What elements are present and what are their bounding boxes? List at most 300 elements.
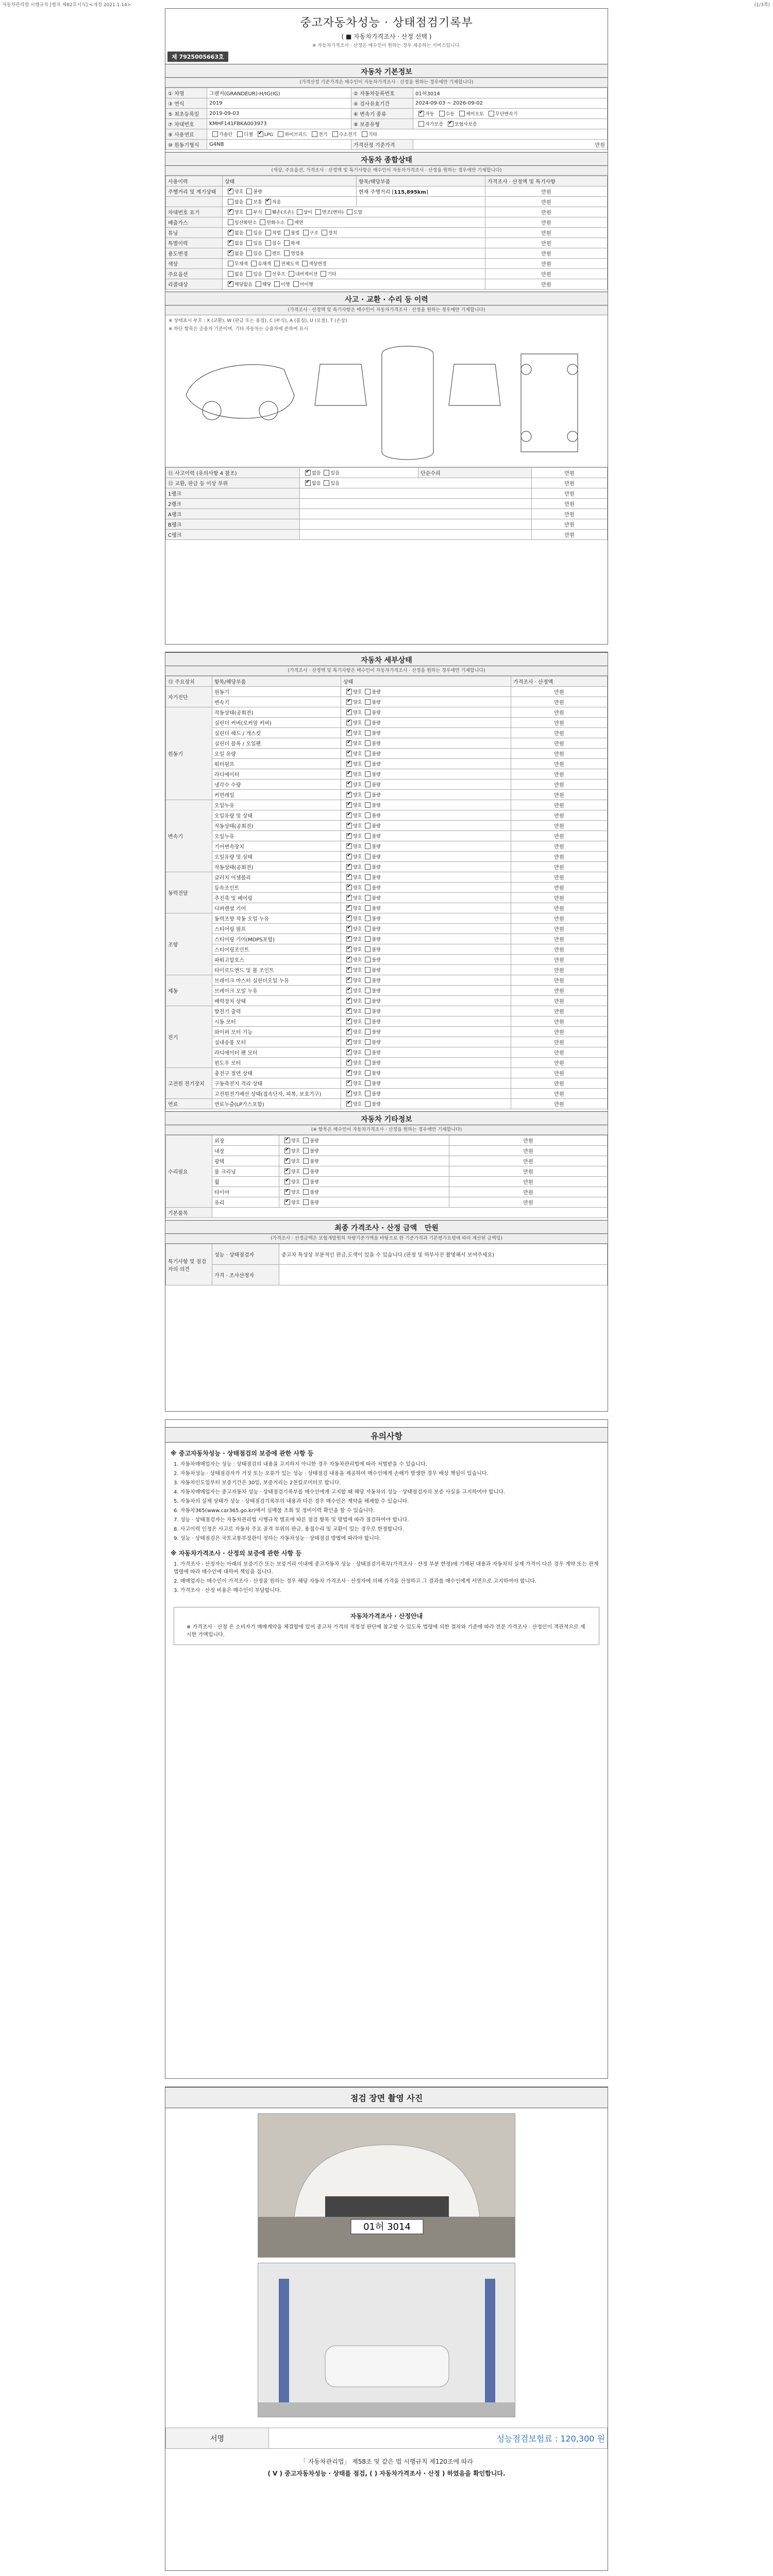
option-label: 없음: [312, 471, 321, 476]
detail-body: [166, 687, 608, 1109]
checkbox[interactable]: [346, 885, 352, 890]
checkbox[interactable]: [284, 1189, 290, 1195]
checkbox[interactable]: [288, 219, 293, 225]
option-label: 양호: [353, 1061, 362, 1066]
checkbox[interactable]: [365, 720, 371, 725]
checkbox[interactable]: [346, 843, 352, 849]
checkbox[interactable]: [365, 1080, 371, 1086]
option-label: 불량: [372, 1071, 381, 1076]
option-label: 양호: [234, 190, 244, 195]
checkbox[interactable]: [289, 271, 294, 277]
checkbox[interactable]: [303, 1158, 309, 1164]
checkbox[interactable]: [362, 131, 367, 137]
option-label: 양호: [353, 814, 362, 819]
checkbox[interactable]: [237, 131, 243, 137]
unit: 만원: [511, 1006, 608, 1016]
option-label: 양호: [353, 1020, 362, 1025]
checkbox[interactable]: [365, 792, 371, 798]
checkbox[interactable]: [346, 823, 352, 828]
page-subtitle-note: ※ 자동차가격조사 · 산정은 매수인이 원하는 경우 제공하는 서비스입니다.: [312, 43, 461, 48]
unit: 만원: [449, 1177, 608, 1187]
repair-label: 수리필요: [166, 1136, 212, 1208]
etc-body: [166, 1136, 608, 1218]
option-label: 해당: [262, 282, 272, 287]
warranty-label: ⑧ 보증유형: [351, 119, 413, 129]
checkbox[interactable]: [278, 131, 283, 137]
unit: 만원: [511, 883, 608, 893]
checkbox[interactable]: [346, 1049, 352, 1055]
checkbox[interactable]: [346, 1039, 352, 1045]
etc-row: [166, 1177, 608, 1187]
detail-state: [341, 1006, 511, 1016]
checkbox[interactable]: [265, 230, 271, 235]
checkbox[interactable]: [365, 977, 371, 983]
checkbox[interactable]: [346, 740, 352, 746]
unit: 만원: [511, 779, 608, 790]
checkbox[interactable]: [346, 1101, 352, 1107]
checkbox[interactable]: [365, 771, 371, 777]
checkbox[interactable]: [365, 988, 371, 993]
detail-item-label: 오일유량 및 상태: [212, 810, 341, 821]
checkbox[interactable]: [365, 823, 371, 828]
checkbox[interactable]: [346, 864, 352, 870]
detail-item-label: 실린더 헤드 / 개스킷: [212, 728, 341, 738]
option-label: 있음: [253, 251, 262, 257]
checkbox[interactable]: [346, 751, 352, 756]
option-label: 불량: [310, 1180, 319, 1185]
checkbox[interactable]: [365, 1029, 371, 1035]
etc-state: [279, 1177, 449, 1187]
checkbox[interactable]: [365, 1019, 371, 1024]
checkbox[interactable]: [246, 271, 252, 277]
checkbox[interactable]: [365, 812, 371, 818]
detail-item-label: 동력조향 작동 오일 누유: [212, 913, 341, 924]
checkbox[interactable]: [305, 470, 311, 476]
detail-item-label: 작동상태(공회전): [212, 707, 341, 718]
notice-paragraph: 9. 성능 · 상태점검은 국토교통부장관이 정하는 자동차성능 · 상태점검 방법에 따라야 합니다.: [174, 1536, 381, 1541]
detail-group-label: 변속기: [166, 800, 212, 872]
checkbox[interactable]: [346, 874, 352, 880]
unit: 만원: [449, 1136, 608, 1146]
checkbox[interactable]: [228, 209, 233, 215]
special-label: 특기사항 및 점검자의 의견: [166, 1244, 212, 1285]
checkbox[interactable]: [303, 1189, 309, 1195]
checkbox[interactable]: [346, 833, 352, 839]
detail-header: 상태: [341, 676, 511, 687]
checkbox[interactable]: [228, 199, 233, 205]
checkbox[interactable]: [346, 1080, 352, 1086]
checkbox[interactable]: [303, 1179, 309, 1184]
checkbox[interactable]: [459, 111, 465, 116]
checkbox[interactable]: [346, 998, 352, 1004]
unit: 만원: [511, 841, 608, 852]
checkbox[interactable]: [302, 261, 308, 266]
checkbox[interactable]: [274, 261, 280, 266]
detail-state: [341, 852, 511, 862]
checkbox[interactable]: [346, 1070, 352, 1076]
option-label: 양호: [291, 1159, 300, 1164]
checkbox[interactable]: [260, 219, 265, 225]
option-label: 불량: [372, 721, 381, 726]
detail-state: [341, 821, 511, 831]
option-label: 양호: [291, 1180, 300, 1185]
warranty-options: [413, 119, 608, 129]
checkbox[interactable]: [365, 874, 371, 880]
checkbox[interactable]: [365, 936, 371, 942]
option-label: 유채색: [258, 262, 272, 267]
detail-state: [341, 841, 511, 852]
checkbox[interactable]: [284, 250, 290, 256]
checkbox[interactable]: [346, 812, 352, 818]
option-label: 양호: [353, 937, 362, 942]
checkbox[interactable]: [365, 926, 371, 931]
checkbox[interactable]: [303, 1148, 309, 1154]
detail-row: [166, 862, 608, 872]
special-sub-1: 성능 · 상태점검자: [212, 1244, 279, 1265]
option-label: 불량: [372, 834, 381, 839]
car-diagram: [165, 333, 608, 467]
unit: 만원: [511, 707, 608, 718]
mileage-value: 현재 주행거리 [115,895km]: [357, 187, 485, 197]
checkbox[interactable]: [265, 199, 271, 205]
checkbox[interactable]: [305, 480, 311, 486]
detail-item-label: 연료누출(LP가스포함): [212, 1099, 341, 1109]
detail-group-label: 자기진단: [166, 687, 212, 707]
notice-paragraph: 4. 자동차매매업자는 중고자동차 성능 · 상태점검기록부를 매수인에게 고지할 때 해당 자동차의 성능 · 상태점검자의 보증 사실을 고지하여야 합니다.: [174, 1489, 506, 1495]
detail-item-label: 등속조인트: [212, 883, 341, 893]
checkbox[interactable]: [418, 111, 424, 116]
unit: 만원: [485, 207, 608, 217]
checkbox[interactable]: [228, 250, 233, 256]
unit: 만원: [511, 893, 608, 903]
checkbox[interactable]: [251, 261, 257, 266]
checkbox[interactable]: [246, 189, 252, 194]
checkbox[interactable]: [284, 1168, 290, 1174]
checkbox[interactable]: [365, 998, 371, 1004]
wheel-icon: [521, 431, 531, 442]
checkbox[interactable]: [365, 730, 371, 736]
unit: 만원: [511, 728, 608, 738]
checkbox[interactable]: [284, 230, 290, 235]
option-label: 불량: [372, 1092, 381, 1097]
year-label: ③ 연식: [166, 98, 207, 109]
checkbox[interactable]: [265, 271, 271, 277]
detail-item-label: 냉각수 수량: [212, 779, 341, 790]
detail-state: [341, 759, 511, 769]
checkbox[interactable]: [365, 1060, 371, 1065]
checkbox[interactable]: [228, 230, 233, 235]
checkbox[interactable]: [346, 689, 352, 694]
checkbox[interactable]: [315, 209, 321, 215]
summary-header: 사용이력: [166, 176, 223, 187]
outer-rank-2: 2랭크: [166, 499, 300, 509]
checkbox[interactable]: [365, 782, 371, 787]
detail-row: [166, 728, 608, 738]
option-label: 양호: [353, 752, 362, 757]
checkbox[interactable]: [284, 1179, 290, 1184]
checkbox[interactable]: [365, 1039, 371, 1045]
option-label: 양호: [353, 968, 362, 973]
checkbox[interactable]: [228, 189, 233, 194]
notice-paragraph: 2. 자동차성능 · 상태점검자가 거짓 또는 오류가 있는 성능 · 상태점검 내용을 제공하여 매수인에게 손해가 발생한 경우 배상 책임이 있습니다.: [174, 1471, 489, 1477]
option-label: 양호: [353, 834, 362, 839]
checkbox[interactable]: [346, 957, 352, 962]
checkbox[interactable]: [346, 709, 352, 715]
detail-group-label: 고전원 전기장치: [166, 1068, 212, 1099]
option-label: 적음: [272, 200, 281, 205]
option-label: 있음: [330, 481, 340, 486]
special-text-1: 중고차 특성상 부분적인 판금,도색이 있을 수 있습니다.(판정 및 하부사진 촬영해서 보여주세요): [279, 1244, 608, 1265]
detail-item-label: 추진축 및 베어링: [212, 893, 341, 903]
detail-state: [341, 965, 511, 975]
option-label: 불량: [372, 947, 381, 953]
unit: 만원: [511, 769, 608, 779]
checkbox[interactable]: [346, 905, 352, 911]
section-basic-note: (가격산정 기준가격은 매수인이 자동차가격조사 · 산정을 원하는 경우에만 기재합니다): [165, 78, 608, 88]
checkbox[interactable]: [346, 936, 352, 942]
checkbox[interactable]: [228, 271, 233, 277]
checkbox[interactable]: [365, 751, 371, 756]
checkbox[interactable]: [228, 240, 233, 246]
section-accident-note: (가격조사 · 산정액 및 특기사항은 매수인이 자동차가격조사 · 산정을 원하는 경우에만 기재합니다): [165, 306, 608, 315]
checkbox[interactable]: [365, 946, 371, 952]
option-label: 양호: [353, 844, 362, 850]
checkbox[interactable]: [321, 271, 326, 277]
unit: 만원: [511, 903, 608, 913]
checkbox[interactable]: [265, 240, 271, 246]
checkbox[interactable]: [346, 771, 352, 777]
checkbox[interactable]: [346, 1091, 352, 1096]
unit: 만원: [511, 697, 608, 707]
checkbox[interactable]: [448, 121, 453, 127]
checkbox[interactable]: [365, 1049, 371, 1055]
detail-state: [341, 872, 511, 883]
checkbox[interactable]: [265, 250, 271, 256]
detail-state: [341, 1099, 511, 1109]
checkbox[interactable]: [365, 833, 371, 839]
unit: 만원: [511, 913, 608, 924]
option-label: 양호: [353, 886, 362, 891]
checkbox[interactable]: [346, 926, 352, 931]
detail-row: [166, 1099, 608, 1109]
detail-state: [341, 1078, 511, 1089]
option-label: 불량: [253, 190, 262, 195]
checkbox[interactable]: [365, 957, 371, 962]
option-label: 디젤: [244, 132, 253, 138]
checkbox[interactable]: [228, 261, 233, 266]
option-label: 탄화수소: [266, 221, 285, 226]
checkbox[interactable]: [246, 199, 252, 205]
detail-item-label: 스티어링조인트: [212, 944, 341, 955]
checkbox[interactable]: [332, 131, 338, 137]
option-label: 기타: [327, 272, 337, 277]
unit: 만원: [511, 872, 608, 883]
detail-row: [166, 852, 608, 862]
checkbox[interactable]: [365, 864, 371, 870]
option-label: 불량: [372, 1102, 381, 1107]
checkbox[interactable]: [365, 1101, 371, 1107]
checkbox[interactable]: [303, 1138, 309, 1143]
option-label: 불량: [372, 752, 381, 757]
unit: 만원: [511, 1037, 608, 1047]
checkbox[interactable]: [365, 916, 371, 921]
checkbox[interactable]: [246, 250, 252, 256]
checkbox[interactable]: [212, 131, 218, 137]
checkbox[interactable]: [346, 730, 352, 736]
checkbox[interactable]: [365, 1091, 371, 1096]
checkbox[interactable]: [256, 281, 261, 287]
checkbox[interactable]: [246, 240, 252, 246]
checkbox[interactable]: [365, 1008, 371, 1014]
checkbox[interactable]: [365, 1070, 371, 1076]
unit: 만원: [449, 1187, 608, 1197]
checkbox[interactable]: [365, 854, 371, 859]
checkbox[interactable]: [365, 905, 371, 911]
checkbox[interactable]: [258, 131, 263, 137]
detail-state: [341, 944, 511, 955]
checkbox[interactable]: [346, 916, 352, 921]
option-label: 불량: [372, 814, 381, 819]
row-label: 차대번호 표기: [166, 207, 223, 217]
detail-row: [166, 975, 608, 986]
option-label: 양호: [353, 999, 362, 1004]
detail-state: [341, 1089, 511, 1099]
checkbox[interactable]: [265, 209, 271, 215]
checkbox[interactable]: [346, 967, 352, 973]
etc-item-label: 룸 크리닝: [212, 1166, 279, 1177]
checkbox[interactable]: [346, 792, 352, 798]
checkbox[interactable]: [346, 1029, 352, 1035]
checkbox[interactable]: [346, 761, 352, 767]
option-label: 수동: [445, 112, 455, 117]
etc-row: [166, 1187, 608, 1197]
option-label: 있음: [330, 471, 340, 476]
inspect-label: ④ 검사유효기간: [351, 98, 413, 109]
notice-box-text: ※ 가격조사 · 산정 은 소비자가 매매계약을 체결함에 있어 중고차 가격의 적정성 판단에 참고할 수 있도록 법령에 의한 절차와 기준에 따라 전문 가격조사 · 산정인이 객관적으로 제시한 가액입니다.: [187, 1624, 585, 1638]
option-label: 양호: [291, 1139, 300, 1144]
reg-no-label: ② 자동차등록번호: [351, 88, 413, 98]
checkbox[interactable]: [346, 1019, 352, 1024]
option-label: 양호: [353, 865, 362, 870]
checkbox[interactable]: [439, 111, 445, 116]
checkbox[interactable]: [246, 209, 252, 215]
checkbox[interactable]: [365, 885, 371, 890]
option-label: 해당없음: [234, 282, 253, 287]
checkbox[interactable]: [346, 1008, 352, 1014]
unit: 만원: [511, 924, 608, 934]
checkbox[interactable]: [246, 230, 252, 235]
checkbox[interactable]: [365, 689, 371, 694]
checkbox[interactable]: [297, 209, 303, 215]
checkbox[interactable]: [365, 761, 371, 767]
checkbox[interactable]: [284, 240, 290, 246]
checkbox[interactable]: [228, 219, 233, 225]
option-label: 일산화탄소: [234, 221, 257, 226]
checkbox[interactable]: [346, 988, 352, 993]
checkbox[interactable]: [346, 946, 352, 952]
checkbox[interactable]: [228, 281, 233, 287]
price-unit: 만원: [413, 140, 608, 150]
checkbox[interactable]: [346, 782, 352, 787]
unit: 만원: [511, 1047, 608, 1058]
checkbox[interactable]: [347, 209, 352, 215]
wheel-icon: [203, 401, 221, 420]
checkbox[interactable]: [365, 740, 371, 746]
detail-header: 가격조사 · 산정액: [511, 676, 608, 687]
unit: 만원: [485, 259, 608, 269]
detail-row: [166, 934, 608, 944]
checkbox[interactable]: [303, 1168, 309, 1174]
checkbox[interactable]: [284, 1138, 290, 1143]
detail-item-label: 실린더 커버(로커암 커버): [212, 718, 341, 728]
checkbox[interactable]: [312, 131, 317, 137]
checkbox[interactable]: [284, 1148, 290, 1154]
checkbox[interactable]: [489, 111, 494, 116]
checkbox[interactable]: [346, 802, 352, 808]
row-label: 주요옵션: [166, 269, 223, 279]
checkbox[interactable]: [365, 699, 371, 705]
top-bar: [0, 0, 773, 7]
checkbox[interactable]: [293, 281, 299, 287]
option-label: 수소전기: [339, 132, 357, 138]
checkbox[interactable]: [346, 1060, 352, 1065]
detail-row: [166, 1089, 608, 1099]
checkbox[interactable]: [365, 895, 371, 901]
detail-state: [341, 883, 511, 893]
checkbox[interactable]: [418, 121, 424, 127]
checkbox[interactable]: [303, 230, 309, 235]
option-label: 없음: [312, 481, 321, 486]
option-label: 양호: [353, 762, 362, 767]
unit: 만원: [449, 1156, 608, 1166]
checkbox[interactable]: [365, 967, 371, 973]
option-label: 불량: [372, 762, 381, 767]
checkbox[interactable]: [346, 977, 352, 983]
notice-paragraph: 1. 가격조사 · 산정자는 아래의 보증기간 또는 보증거리 이내에 중고자동차 성능 · 상태점검기록부(가격조사 · 산정 부분 한정)에 기재된 내용과 자동차의 실제 가격이 다른 경우 계약 또는 관계 법령에 따라 매수인에 대하여 책임을 집니다.: [174, 1562, 599, 1575]
unit: 만원: [511, 1099, 608, 1109]
detail-row: [166, 831, 608, 841]
checkbox[interactable]: [346, 895, 352, 901]
option-label: 불량: [372, 824, 381, 829]
option-label: 불량: [372, 865, 381, 870]
checkbox[interactable]: [324, 470, 329, 476]
option-label: 자가보증: [425, 122, 443, 127]
etc-row: [166, 1136, 608, 1146]
checkbox[interactable]: [324, 480, 329, 486]
option-label: 양호: [353, 989, 362, 994]
checkbox[interactable]: [365, 709, 371, 715]
unit: 만원: [485, 228, 608, 238]
etc-table: [165, 1135, 608, 1218]
checkbox[interactable]: [322, 230, 327, 235]
detail-title: 자동차 세부상태: [165, 652, 608, 666]
option-label: 양호: [353, 906, 362, 911]
checkbox[interactable]: [346, 699, 352, 705]
checkbox[interactable]: [346, 854, 352, 859]
detail-row: [166, 883, 608, 893]
acc-history-label: ⑪ 사고이력 (유의사항 4 참조): [166, 468, 300, 478]
checkbox[interactable]: [346, 720, 352, 725]
checkbox[interactable]: [284, 1158, 290, 1164]
checkbox[interactable]: [284, 1199, 290, 1205]
unit: 만원: [532, 488, 608, 499]
checkbox[interactable]: [365, 802, 371, 808]
checkbox[interactable]: [274, 281, 280, 287]
checkbox[interactable]: [303, 1199, 309, 1205]
reg-no-value: 01허3014: [413, 88, 608, 98]
checkbox[interactable]: [365, 843, 371, 849]
detail-item-label: 원동기: [212, 687, 341, 697]
